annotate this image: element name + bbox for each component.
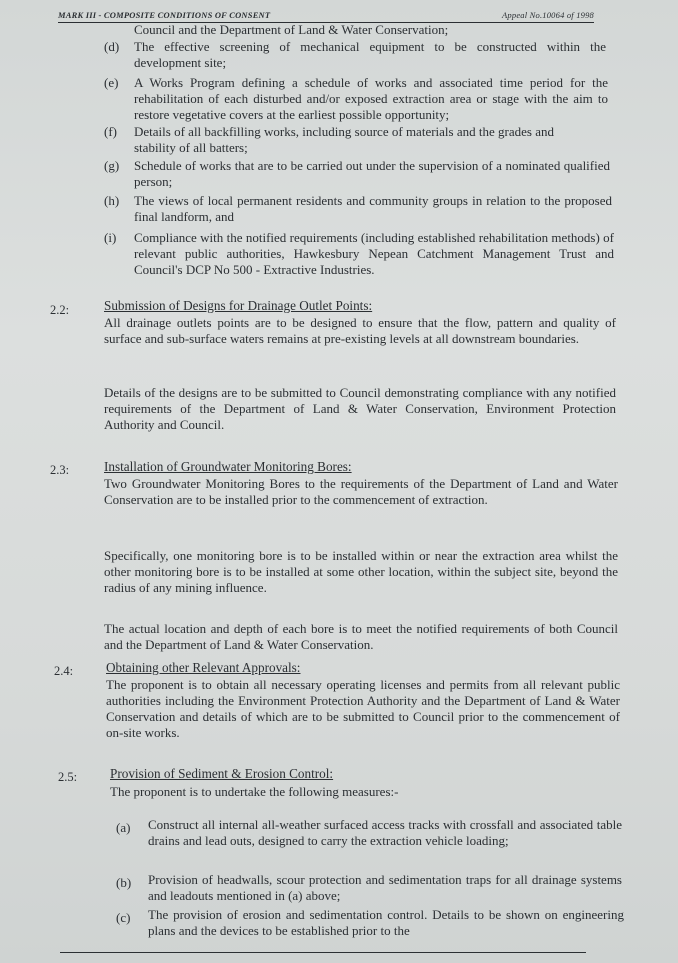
list-item-text: Details of all backfilling works, including source of materials and the grades and stability of all batters; [134, 124, 554, 155]
section-title: Submission of Designs for Drainage Outlet Points: [104, 298, 373, 313]
header-title: MARK III - COMPOSITE CONDITIONS OF CONSENT [58, 10, 271, 20]
list-item-label: (h) [104, 193, 120, 208]
list-item-label: (e) [104, 75, 119, 90]
section-title: Obtaining other Relevant Approvals: [106, 660, 301, 675]
section-paragraph: Details of the designs are to be submitted to Council demonstrating compliance with any notified requirements of the Department of Land & Water Conservation, Environment Protection Authority and Council. [104, 385, 616, 432]
list-item-text: Compliance with the notified requirements (including established rehabilitation methods) of relevant public authorities, Hawkesbury Nepean Catchment Management Trust and Council's DCP No 500 - Extractive Industries. [134, 230, 614, 277]
list-item-text: Construct all internal all-weather surfaced access tracks with crossfall and associated table drains and lead outs, designed to carry the extraction vehicle loading; [148, 817, 622, 848]
list-item-text: The provision of erosion and sedimentation control. Details to be shown on engineering plans and the devices to be established prior to the [148, 907, 624, 938]
section-number: 2.3: [50, 463, 70, 477]
section-paragraph: The proponent is to undertake the following measures:- [110, 784, 399, 799]
list-item-label: (i) [104, 230, 117, 245]
list-item-label: (b) [116, 875, 132, 890]
list-item-text: The effective screening of mechanical equipment to be constructed within the development site; [134, 39, 606, 70]
section-number: 2.4: [54, 664, 74, 678]
list-item-text: The views of local permanent residents and community groups in relation to the proposed final landform, and [134, 193, 612, 224]
list-item-label: (g) [104, 158, 120, 173]
list-item-text: Schedule of works that are to be carried out under the supervision of a nominated qualified person; [134, 158, 610, 189]
list-item-label: (a) [116, 820, 131, 835]
section-paragraph: The proponent is to obtain all necessary operating licenses and permits from all relevant public authorities including the Environment Protection Authority and the Department of Land & Water Conservation and details of which are to be submitted to Council prior to the commencement of on-site works. [106, 677, 620, 740]
section-title: Installation of Groundwater Monitoring Bores: [104, 459, 352, 474]
header-appeal-number: Appeal No.10064 of 1998 [502, 10, 594, 20]
list-item-label: (d) [104, 39, 120, 54]
list-item-label: (c) [116, 910, 131, 925]
section-title: Provision of Sediment & Erosion Control: [110, 766, 334, 781]
list-item-label: (f) [104, 124, 117, 139]
running-header [58, 8, 594, 23]
footer-rule [60, 952, 586, 953]
section-paragraph: The actual location and depth of each bore is to meet the notified requirements of both Council and the Department of Land & Water Conservation. [104, 621, 618, 652]
section-number: 2.5: [58, 770, 78, 784]
list-item-text: A Works Program defining a schedule of works and associated time period for the rehabilitation of each disturbed and/or exposed extraction area or stage with the aim to restore vegetative covers at the earliest possible opportunity; [134, 75, 608, 122]
continuation-line: Council and the Department of Land & Water Conservation; [134, 22, 449, 37]
section-number: 2.2: [50, 303, 70, 317]
section-paragraph: Specifically, one monitoring bore is to be installed within or near the extraction area whilst the other monitoring bore is to be installed at some other location, within the subject site, beyond the radius of any mining influence. [104, 548, 618, 595]
section-paragraph: All drainage outlets points are to be designed to ensure that the flow, pattern and quality of surface and sub-surface waters remains at pre-existing levels at all downstream boundaries. [104, 315, 616, 346]
section-paragraph: Two Groundwater Monitoring Bores to the requirements of the Department of Land and Water Conservation are to be installed prior to the commencement of extraction. [104, 476, 618, 507]
list-item-text: Provision of headwalls, scour protection and sedimentation traps for all drainage systems and leadouts mentioned in (a) above; [148, 872, 622, 903]
